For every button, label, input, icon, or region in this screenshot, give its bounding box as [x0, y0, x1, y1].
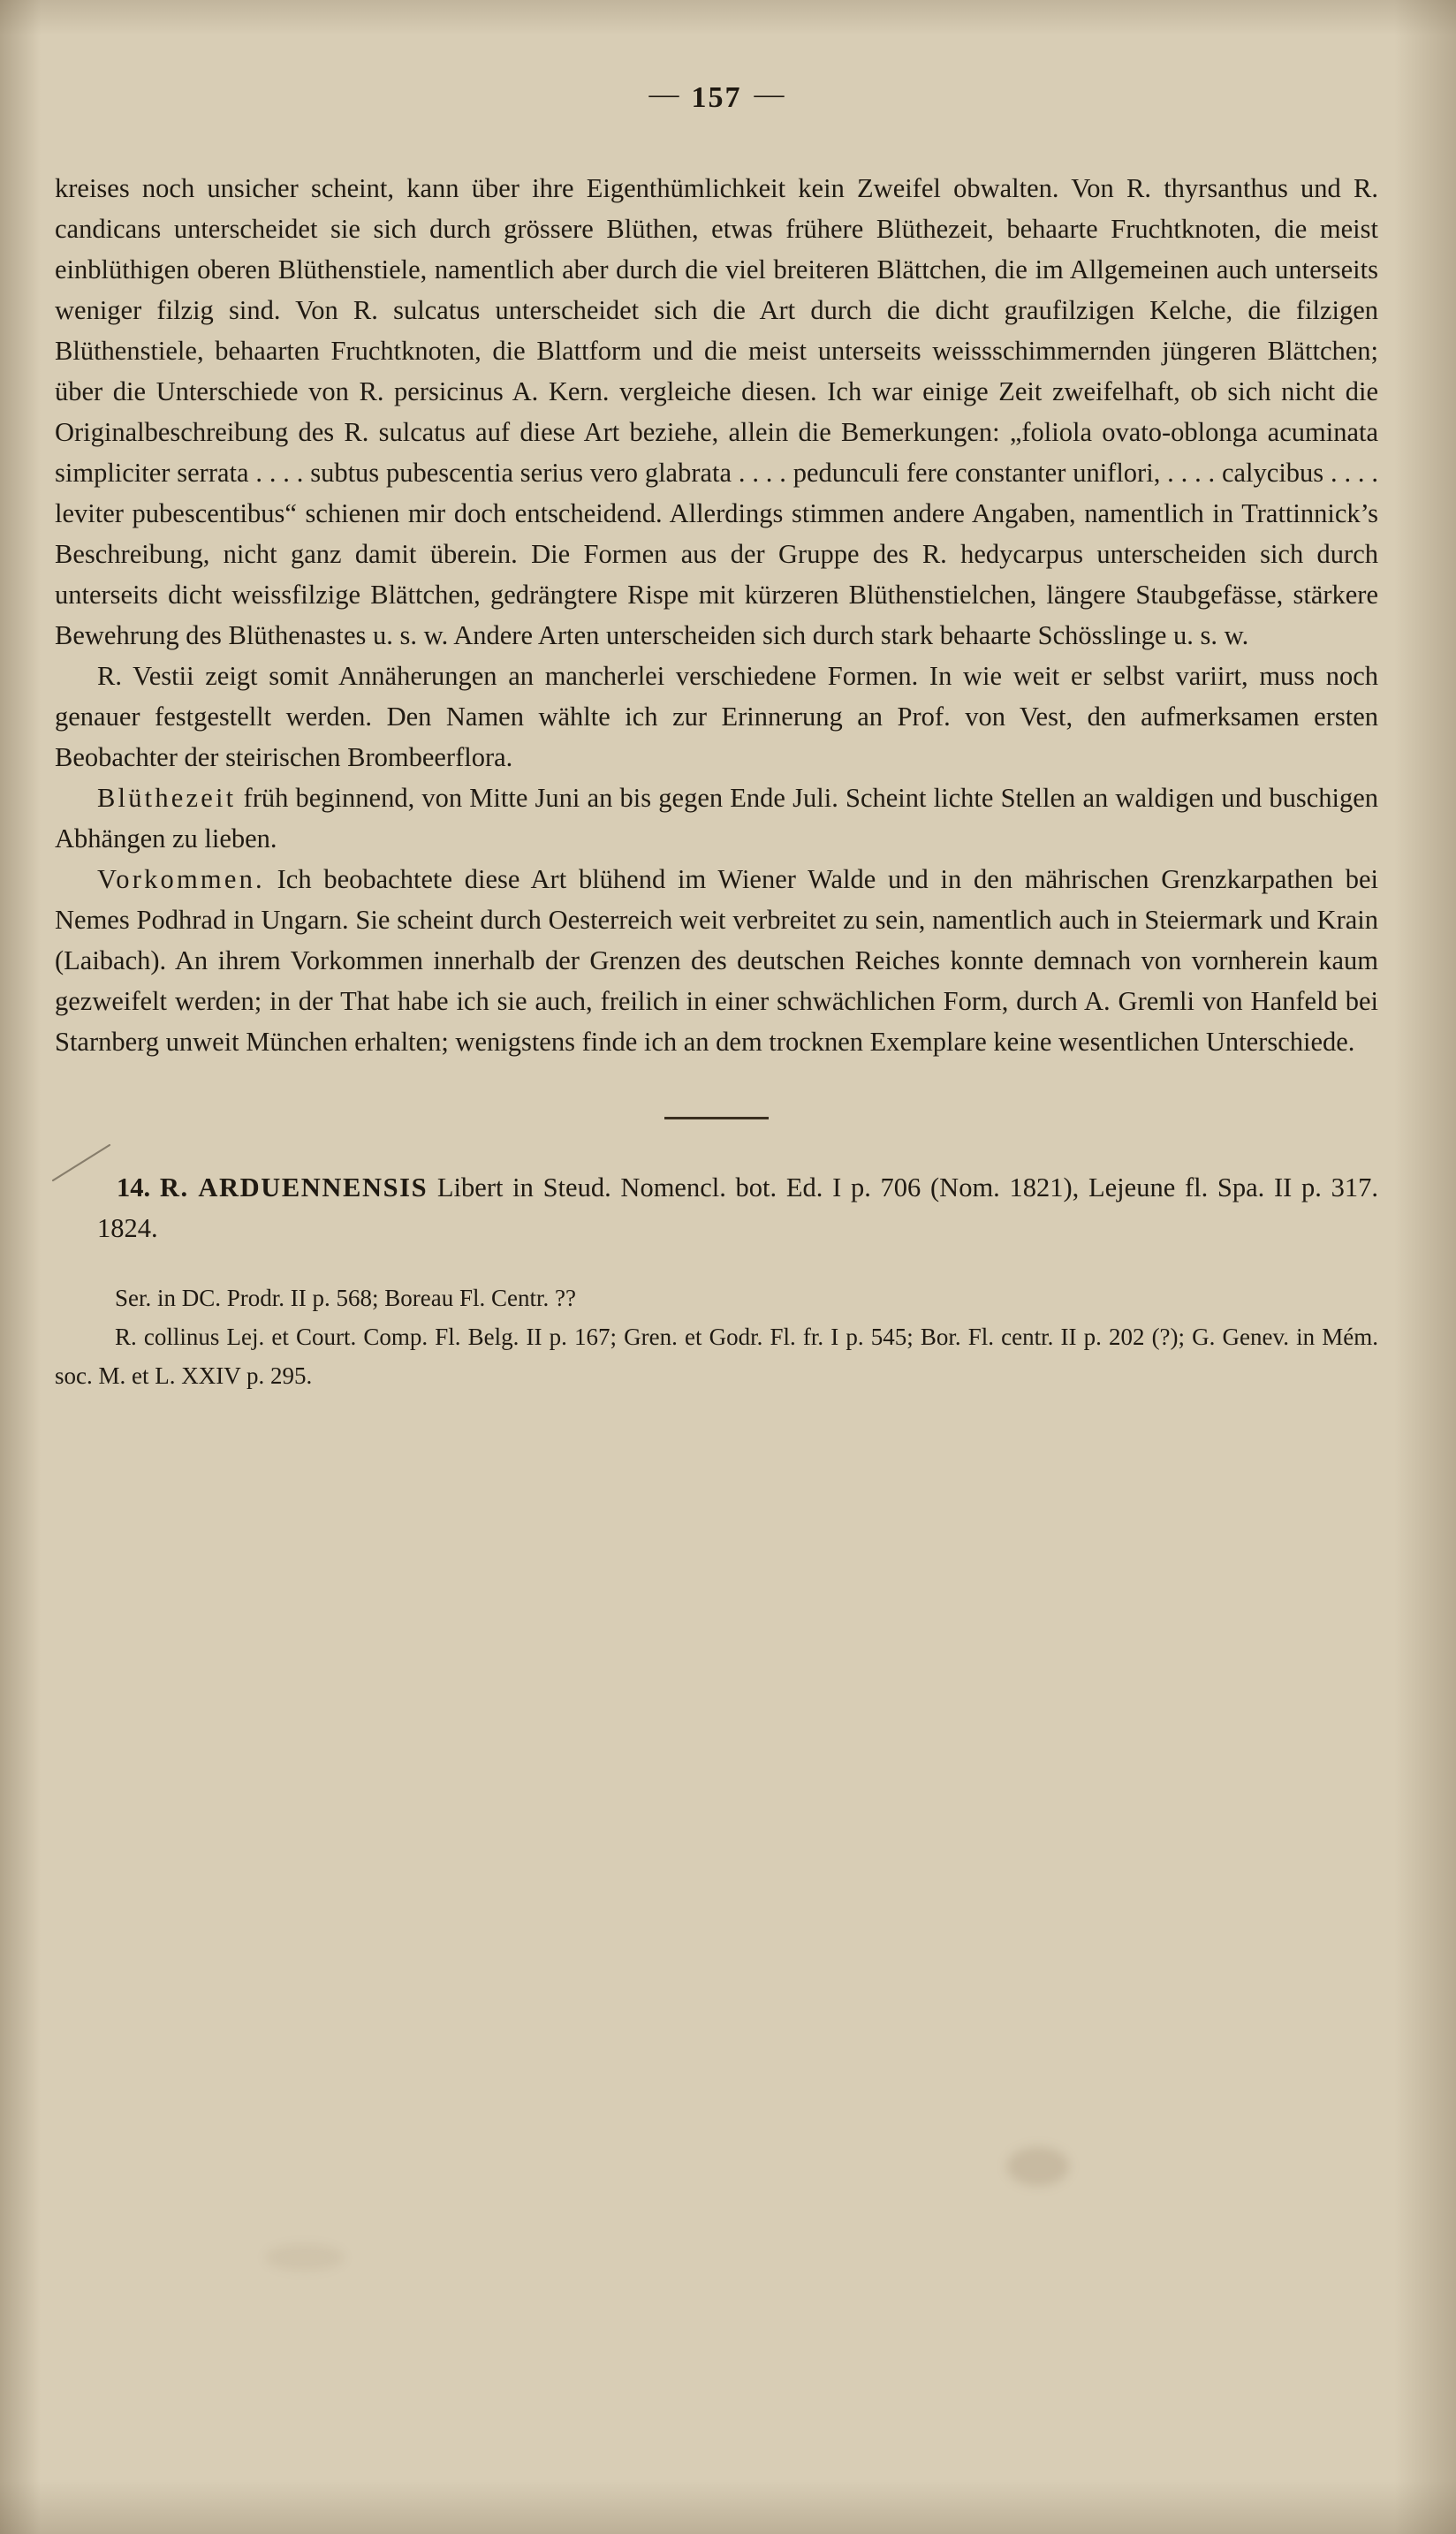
bluethezeit-label: Blüthezeit [97, 783, 237, 813]
entry-citation: Libert in Steud. Nomencl. bot. Ed. I p. 706 (Nom. 1821), Lejeune fl. Spa. II p. 317. [436, 1172, 1378, 1203]
page-header [55, 78, 1378, 115]
page-number: 157 [691, 81, 742, 114]
reference-item: Ser. in DC. Prodr. II p. 568; Boreau Fl. Centr. ?? [115, 1285, 576, 1311]
body-text [55, 168, 1378, 1062]
reference-item: R. collinus Lej. et Court. Comp. Fl. Belg. II p. 167; Gren. et Godr. Fl. fr. I p. 545; Bor. Fl. centr. II p. 202 (?); G. Genev. in Mém. soc. M. et L. XXIV p. 295. [55, 1324, 1378, 1389]
species-entry-heading [55, 1167, 1378, 1248]
header-dash-left: — [648, 78, 679, 110]
vorkommen-text: Ich beobachtete diese Art blühend im Wiener Walde und in den mährischen Grenzkarpathen bei Nemes Podhrad in Ungarn. Sie scheint durch Oesterreich weit verbreitet zu sein, namentlich auch in Steiermark und Krain (Laibach). An ihrem Vorkommen innerhalb der Grenzen des deutschen Reiches konnte demnach von vornherein kaum gezweifelt werden; in der That habe ich sie auch, freilich in einer schwächlichen Form, durch A. Gremli von Hanfeld bei Starnberg unweit München erhalten; wenigstens finde ich an dem trocknen Exemplare keine wesentlichen Unterschiede. [55, 864, 1378, 1057]
vorkommen-label: Vorkommen. [97, 864, 265, 894]
page-content [55, 0, 1378, 1395]
paragraph-vorkommen [55, 859, 1378, 1062]
paragraph-bluethezeit [55, 778, 1378, 859]
paragraph-1: kreises noch unsicher scheint, kann über ihre Eigenthümlichkeit kein Zweifel obwalten. Von R. thyrsanthus und R. candicans unterscheidet sie sich durch grössere Blüthen, etwas frühere Blüthezeit, behaarte Fruchtknoten, die meist einblüthigen oberen Blüthenstiele, namentlich aber durch die viel breiteren Blättchen, die im Allgemeinen auch unterseits weniger filzig sind. Von R. sulcatus unterscheidet sich die Art durch die dicht graufilzigen Kelche, die filzigen Blüthenstiele, behaarten Fruchtknoten, die Blattform und die meist unterseits weissschimmernden jüngeren Blättchen; über die Unterschiede von R. persicinus A. Kern. vergleiche diesen. Ich war einige Zeit zweifelhaft, ob sich nicht die Originalbeschreibung des R. sulcatus auf diese Art beziehe, allein die Bemerkungen: „foliola ovato-oblonga acuminata simpliciter serrata . . . . subtus pubescentia serius vero glabrata . . . . pedunculi fere constanter uniflori, . . . . calycibus . . . . leviter pubescentibus“ schienen mir doch entscheidend. Allerdings stimmen andere Angaben, namentlich in Trattinnick’s Beschreibung, nicht ganz damit überein. Die Formen aus der Gruppe des R. hedycarpus unterscheiden sich durch unterseits dicht weissfilzige Blättchen, gedrängtere Rispe mit kürzeren Blüthenstielchen, längere Staubgefässe, stärkere Bewehrung des Blüthenastes u. s. w. Andere Arten unterscheiden sich durch stark behaarte Schösslinge u. s. w. [55, 173, 1378, 650]
header-dash-right: — [754, 78, 785, 110]
species-name: R. ARDUENNENSIS [159, 1172, 428, 1203]
bluethezeit-text: früh beginnend, von Mitte Juni an bis gegen Ende Juli. Scheint lichte Stellen an waldigen und buschigen Abhängen zu lieben. [55, 783, 1378, 854]
entry-year: 1824. [97, 1213, 158, 1243]
section-divider [664, 1117, 769, 1119]
references-list [55, 1278, 1378, 1395]
entry-number: 14. [117, 1172, 151, 1203]
paragraph-2: R. Vestii zeigt somit Annäherungen an mancherlei verschiedene Formen. In wie weit er selbst variirt, muss noch genauer festgestellt werden. Den Namen wählte ich zur Erinnerung an Prof. von Vest, den aufmerksamen ersten Beobachter der steirischen Brombeerflora. [55, 661, 1378, 772]
